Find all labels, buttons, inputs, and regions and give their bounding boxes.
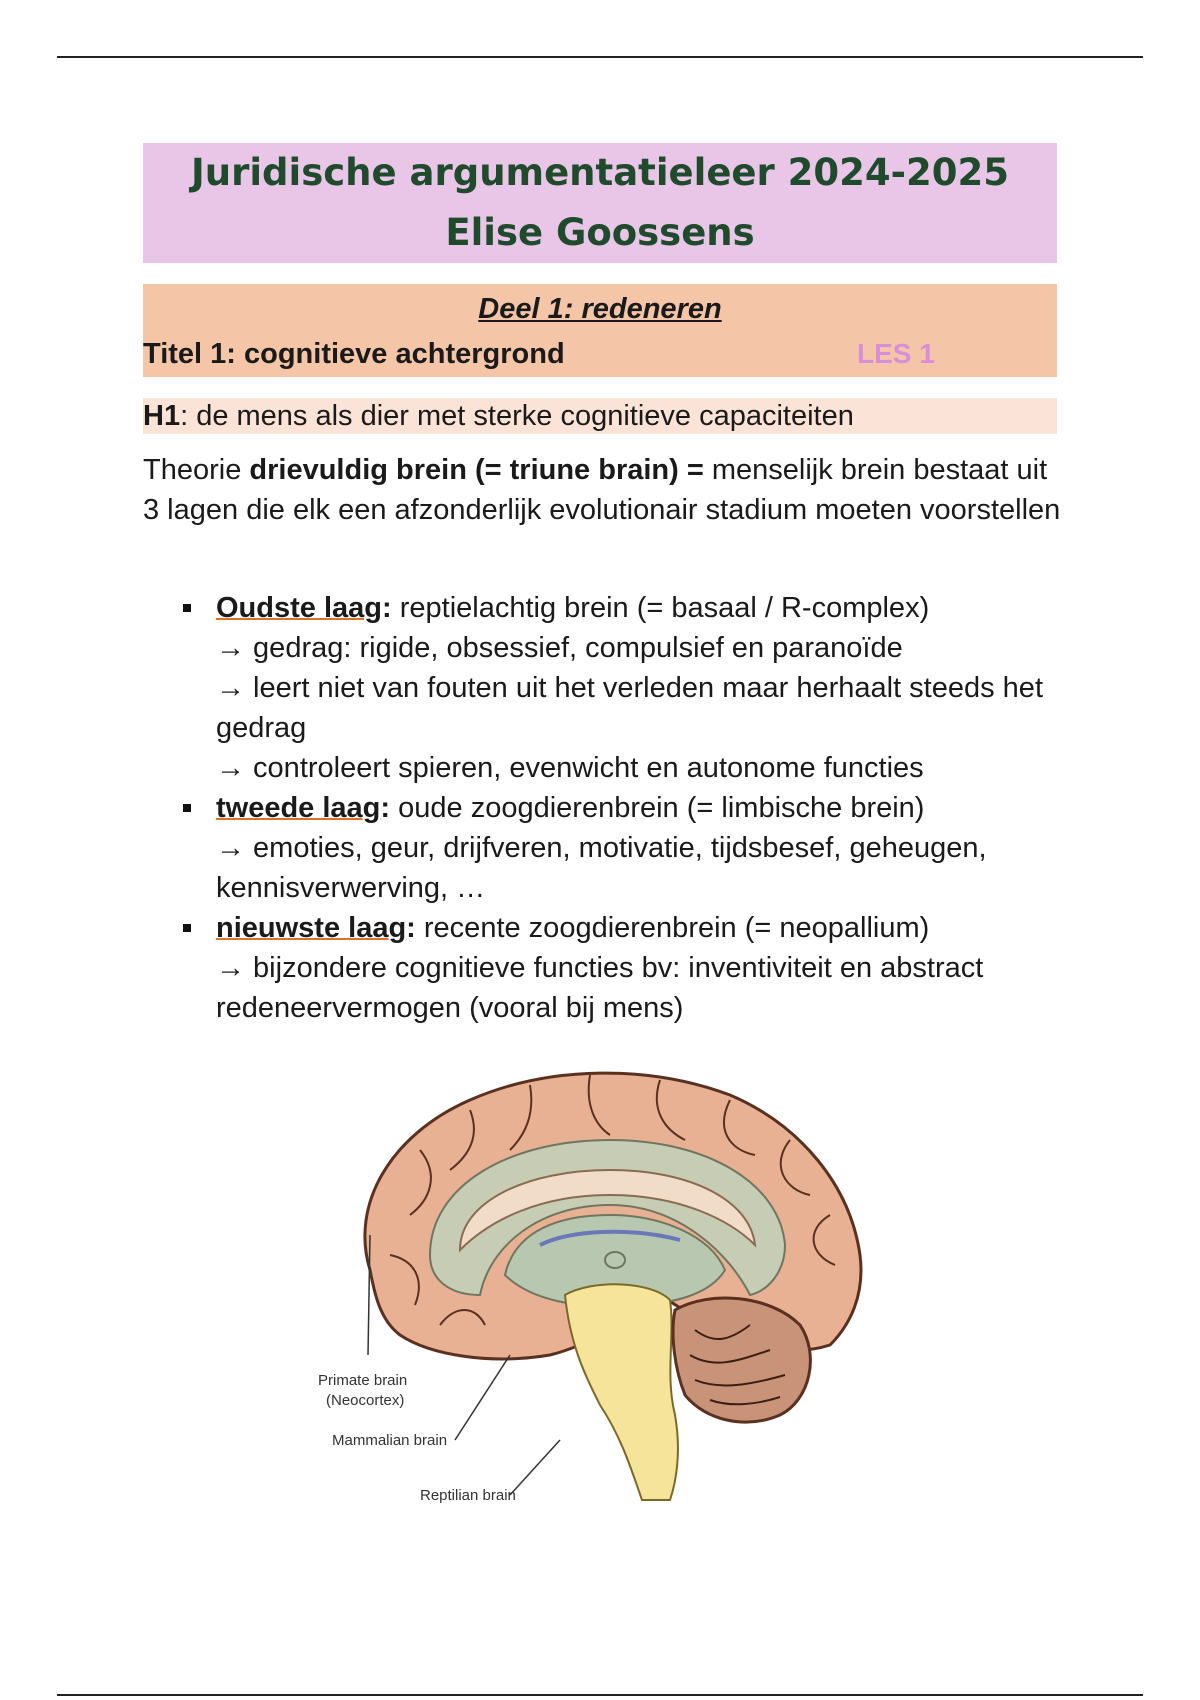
layer-colon: : — [382, 592, 392, 624]
layer-detail: → leert niet van fouten uit het verleden maar herhaalt steeds het gedrag — [216, 672, 1043, 744]
list-item — [143, 908, 1063, 1028]
layer-detail: → bijzondere cognitieve functies bv: inventiviteit en abstract redeneervermogen (vooral bij mens) — [216, 952, 984, 1024]
layer-name: Oudste laag — [216, 592, 382, 624]
lesson-tag: LES 1 — [857, 338, 935, 369]
intro-paragraph — [143, 450, 1063, 530]
document-title: Juridische argumentatieleer 2024-2025 — [191, 151, 1009, 194]
list-item — [143, 588, 1063, 788]
intro-lead: Theorie — [143, 454, 250, 486]
list-item — [143, 788, 1063, 908]
section-banner — [143, 284, 1057, 377]
label-primate-brain: Primate brain — [318, 1372, 408, 1389]
label-neocortex: (Neocortex) — [326, 1392, 405, 1409]
bullet-square-icon — [183, 804, 191, 812]
chapter-title: : de mens als dier met sterke cognitieve capaciteiten — [180, 400, 854, 432]
layer-list — [143, 588, 1063, 1028]
bottom-rule — [57, 1694, 1143, 1696]
chapter-number: H1 — [143, 400, 181, 432]
layer-name: tweede laag — [216, 792, 381, 824]
layer-name: nieuwste laag — [216, 912, 407, 944]
top-rule — [57, 56, 1143, 58]
bullet-square-icon — [183, 924, 191, 932]
brain-illustration — [318, 1055, 870, 1520]
layer-description: oude zoogdierenbrein (= limbische brein) — [390, 792, 925, 824]
document-author: Elise Goossens — [445, 211, 755, 254]
label-mammalian-brain: Mammalian brain — [332, 1432, 448, 1449]
triune-brain-figure — [318, 1055, 870, 1520]
label-reptilian-brain: Reptilian brain — [420, 1487, 516, 1504]
bullet-square-icon — [183, 604, 191, 612]
layer-colon: : — [380, 792, 391, 824]
part-heading: Deel 1: redeneren — [478, 293, 722, 325]
document-title-banner — [143, 143, 1057, 263]
layer-detail: → controleert spieren, evenwicht en autonome functies — [216, 752, 924, 784]
layer-detail: → gedrag: rigide, obsessief, compulsief en paranoïde — [216, 632, 903, 664]
layer-colon: : — [406, 912, 416, 944]
brainstem-shape — [565, 1284, 678, 1500]
chapter-heading — [143, 398, 1057, 434]
intro-rest: menselijk brein bestaat uit 3 lagen die elk een afzonderlijk evolutionair stadium moeten voorstellen — [143, 454, 1061, 526]
layer-description: recente zoogdierenbrein (= neopallium) — [415, 912, 930, 944]
layer-description: reptielachtig brein (= basaal / R-complex) — [391, 592, 930, 624]
layer-detail: → emoties, geur, drijfveren, motivatie, tijdsbesef, geheugen, kennisverwerving, … — [216, 832, 987, 904]
title-heading: Titel 1: cognitieve achtergrond — [143, 338, 565, 370]
intro-term: drievuldig brein (= triune brain) = — [249, 454, 704, 486]
